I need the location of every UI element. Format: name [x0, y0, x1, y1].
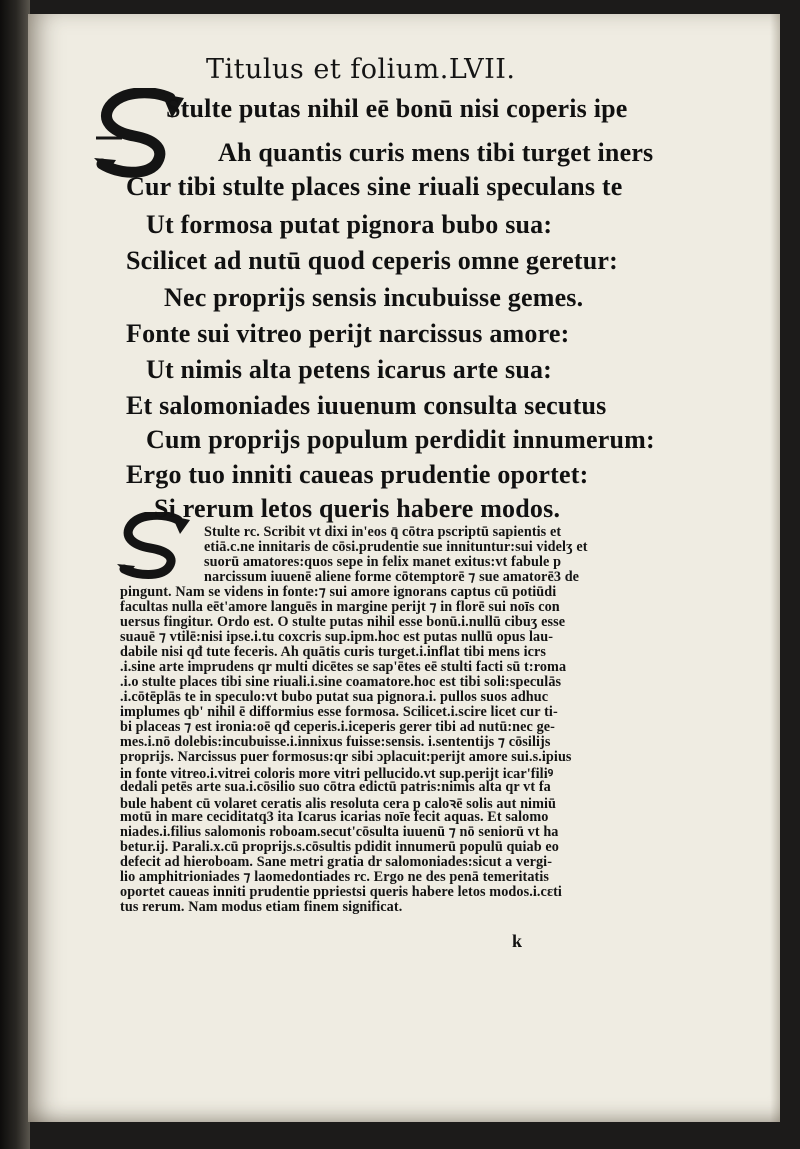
signature-mark: k [512, 931, 523, 951]
commentary-line: facultas nulla eēt'amore languēs in margine perijt ⁊ in florē sui noīs con [120, 599, 560, 615]
verse-line: Fonte sui vitreo perijt narcissus amore: [126, 319, 570, 348]
book-page [28, 14, 780, 1122]
verse-line: Nec proprijs sensis incubuisse gemes. [164, 283, 584, 312]
commentary-line: narcissum iuuenē aliene forme cōtemptorē ⁊ sue amatorē3 de [204, 569, 580, 585]
commentary-line: .i.sine arte imprudens qr multi dicētes se sap'ētes eē stulti facti sū t:roma [120, 659, 567, 675]
verse-line: Ergo tuo inniti caueas prudentie oportet: [126, 460, 589, 489]
commentary-line: implumes qb' nihil ē difformius esse formosa. Scilicet.i.scire licet cur ti- [120, 704, 558, 720]
commentary-line: pingunt. Nam se videns in fonte:⁊ sui amore ignorans captus cū potiūdi [120, 584, 557, 600]
verse-line: Scilicet ad nutū quod ceperis omne geretur: [126, 246, 618, 275]
page-edge-shadow [770, 14, 780, 1122]
verse-line: Cur tibi stulte places sine riuali speculans te [126, 172, 623, 201]
commentary-line: .i.o stulte places tibi sine riuali.i.sine coamatore.hoc est tibi soli:speculās [120, 674, 562, 690]
commentary-line: .i.cōtēplās te in speculo:vt bubo putat sua pignora.i. pullos suos adhuc [120, 689, 549, 705]
commentary-line: dedali petēs arte sua.i.cōsilio suo cōtra edictū patris:nimis alta qr vt fa [120, 779, 551, 795]
verse-line: Ah quantis curis mens tibi turget iners [218, 138, 654, 167]
commentary-line: proprijs. Narcissus puer formosus:qr sibi ɔplacuit:perijt amore sui.s.ipius [120, 749, 572, 765]
commentary-line: uersus fingitur. Ordo est. O stulte putas nihil esse bonū.i.nullū cibuʒ esse [120, 614, 566, 630]
verse-line: Et salomoniades iuuenum consulta secutus [126, 391, 607, 420]
commentary-line: in fonte vitreo.i.vitrei coloris more vitri pellucido.vt sup.perijt icar'filiꝰ [120, 766, 554, 782]
commentary-line: tus rerum. Nam modus etiam finem significat. [120, 899, 403, 915]
commentary-line: defecit ad hieroboam. Sane metri gratia dr salomoniades:sicut a vergi- [120, 854, 553, 870]
verse-line: Cum proprijs populum perdidit innumerum: [146, 425, 655, 454]
running-title: Titulus et folium.LVII. [206, 54, 516, 85]
commentary-line: mes.i.nō dolebis:incubuisse.i.innixus fuisse:sensis. i.sententijs ⁊ cōsilijs [120, 734, 551, 750]
commentary-line: etiā.c.ne innitaris de cōsi.prudentie sue innituntur:sui videlʒ et [204, 539, 588, 555]
commentary-line: oportet caueas inniti prudentie ppriestsi queris habere letos modos.i.cɛti [120, 884, 562, 900]
commentary-line: bi placeas ⁊ est ironia:oē qđ ceperis.i.iceperis gerer tibi ad nutū:nec ge- [120, 719, 556, 735]
commentary-line: bule habent cū volaret ceratis alis resoluta cera p caloꝛē solis aut nimiū [120, 796, 557, 812]
commentary-line: betur.ij. Parali.x.cū proprijs.s.cōsultis pdidit innumerū populū quiab eo [120, 839, 559, 855]
commentary-line: niades.i.filius salomonis roboam.secut'cōsulta iuuenū ⁊ nō seniorū vt ha [120, 824, 559, 840]
book-binding [0, 0, 30, 1149]
commentary-line: motū in mare ceciditatq3 ita Icarus icarias noīe fecit aquas. Et salomo [120, 809, 549, 825]
verse-line: Ut formosa putat pignora bubo sua: [146, 210, 553, 239]
verse-line: Stulte putas nihil eē bonū nisi coperis ipe [166, 94, 628, 123]
verse-line: Ut nimis alta petens icarus arte sua: [146, 355, 553, 384]
commentary-line: Stulte rc. Scribit vt dixi in'eos q̄ cōtra pscriptū sapientis et [204, 524, 562, 540]
verse-line: Si rerum letos queris habere modos. [154, 494, 561, 523]
commentary-line: suorū amatores:quos sepe in felix manet exitus:vt fabule p [204, 554, 562, 570]
commentary-line: suauē ⁊ vtilē:nisi ipse.i.tu coxcris sup.ipm.hoc est putas nullū opus lau- [120, 629, 554, 645]
commentary-line: lio amphitrioniades ⁊ laomedontiades rc. Ergo ne des penā temeritatis [120, 869, 550, 885]
commentary-line: dabile nisi qđ tute feceris. Ah quātis curis turget.i.inflat tibi mens icrs [120, 644, 547, 660]
